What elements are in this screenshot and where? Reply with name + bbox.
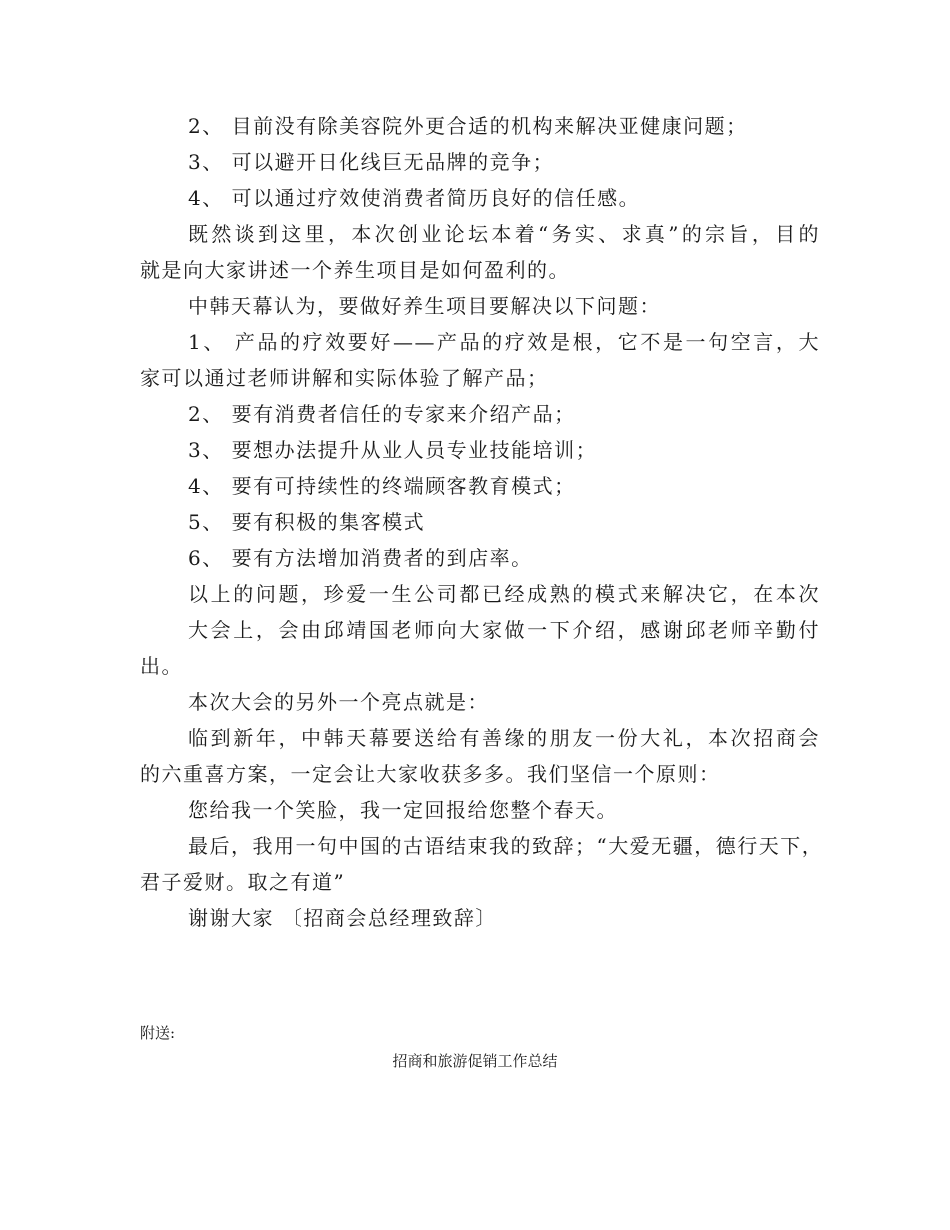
paragraph-line: 最后，我用一句中国的古语结束我的致辞；“大爱无疆，德行天下， — [188, 834, 824, 858]
paragraph-line: 既然谈到这里，本次创业论坛本着“务实、求真”的宗旨，目的 — [188, 222, 820, 246]
paragraph-line: 中韩天幕认为，要做好养生项目要解决以下问题： — [188, 294, 661, 318]
paragraph-line: 出。 — [140, 654, 183, 678]
paragraph-line: 1、 产品的疗效要好——产品的疗效是根，它不是一句空言，大 — [188, 330, 820, 354]
paragraph-line: 5、 要有积极的集客模式 — [188, 510, 426, 534]
paragraph-line: 您给我一个笑脸，我一定回报给您整个春天。 — [188, 798, 618, 822]
paragraph-line: 本次大会的另外一个亮点就是： — [188, 690, 489, 714]
paragraph-line: 以上的问题，珍爱一生公司都已经成熟的模式来解决它，在本次 — [188, 582, 820, 606]
paragraph-line: 大会上，会由邱靖国老师向大家做一下介绍，感谢邱老师辛勤付 — [188, 618, 820, 642]
paragraph-line: 君子爱财。取之有道” — [140, 870, 346, 894]
paragraph-line: 4、 可以通过疗效使消费者简历良好的信任感。 — [188, 186, 641, 210]
paragraph-line: 家可以通过老师讲解和实际体验了解产品； — [140, 366, 549, 390]
paragraph-line: 就是向大家讲述一个养生项目是如何盈利的。 — [140, 258, 570, 282]
paragraph-line: 3、 可以避开日化线巨无品牌的竞争； — [188, 150, 555, 174]
paragraph-line: 6、 要有方法增加消费者的到店率。 — [188, 546, 533, 570]
appendix-label: 附送: — [140, 1024, 176, 1042]
paragraph-line: 3、 要想办法提升从业人员专业技能培训； — [188, 438, 598, 462]
paragraph-line: 4、 要有可持续性的终端顾客教育模式； — [188, 474, 576, 498]
appendix-title: 招商和旅游促销工作总结 — [392, 1052, 558, 1070]
paragraph-line: 临到新年，中韩天幕要送给有善缘的朋友一份大礼，本次招商会 — [188, 726, 820, 750]
document-body — [140, 108, 824, 936]
paragraph-line: 2、 目前没有除美容院外更合适的机构来解决亚健康问题； — [188, 114, 748, 138]
paragraph-line: 的六重喜方案，一定会让大家收获多多。我们坚信一个原则： — [140, 762, 721, 786]
paragraph-line: 2、 要有消费者信任的专家来介绍产品； — [188, 402, 576, 426]
paragraph-line: 谢谢大家 〔招商会总经理致辞〕 — [188, 906, 497, 930]
